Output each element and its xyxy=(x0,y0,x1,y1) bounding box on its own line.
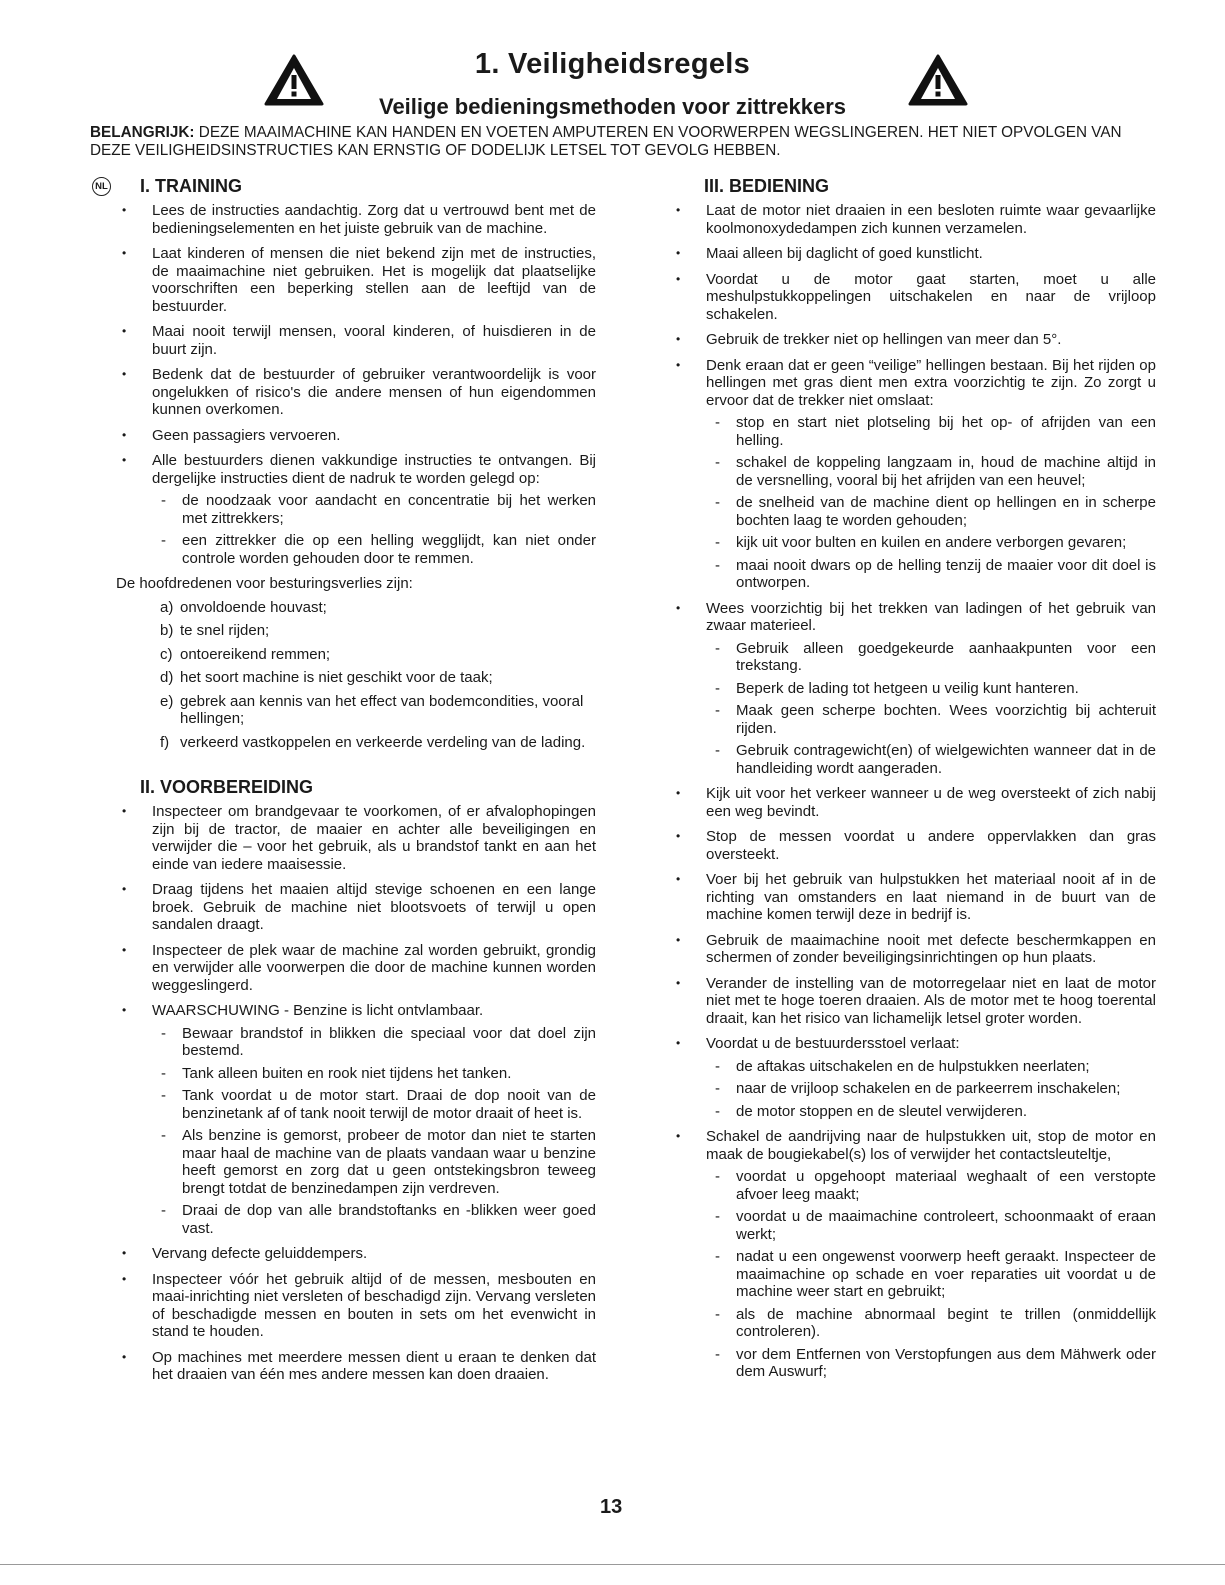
list-item xyxy=(118,693,596,728)
list-item: • Bedenk dat de bestuurder of gebruiker verantwoordelijk is voor ongelukken of risico's die andere mensen of hun eigendommen kunnen overkomen. xyxy=(118,366,596,419)
page-title: 1. Veiligheidsregels xyxy=(474,48,751,80)
item-marker: c) xyxy=(160,645,173,663)
sub-list-item: - kijk uit voor bulten en kuilen en andere verborgen gevaren; xyxy=(706,534,1156,552)
sub-list xyxy=(706,1058,1156,1121)
list-item xyxy=(118,622,596,640)
sub-list-item: - naar de vrijloop schakelen en de parkeerrem inschakelen; xyxy=(706,1080,1156,1098)
language-badge: NL xyxy=(92,177,111,196)
list-item xyxy=(118,599,596,617)
sub-list xyxy=(152,492,596,567)
list-item-text: Voordat u de bestuurdersstoel verlaat: xyxy=(706,1035,960,1052)
item-text: ontoereikend remmen; xyxy=(180,645,331,663)
sub-list-item: - de aftakas uitschakelen en de hulpstukken neerlaten; xyxy=(706,1058,1156,1076)
list-item-text: WAARSCHUWING - Benzine is licht ontvlambaar. xyxy=(152,1002,484,1019)
list-item xyxy=(672,1035,1156,1120)
item-text: het soort machine is niet geschikt voor de taak; xyxy=(180,669,493,686)
list-item: • Inspecteer de plek waar de machine zal worden gebruikt, grondig en verwijder alle voorwerpen die door de machine kunnen worden weggeslingerd. xyxy=(118,942,596,995)
item-text: onvoldoende houvast; xyxy=(180,598,327,616)
list-item-text: Wees voorzichtig bij het trekken van ladingen of het gebruik van zwaar materieel. xyxy=(706,599,1156,634)
list-item-text: Schakel de aandrijving naar de hulpstukken uit, stop de motor en maak de bougiekabel(s) los of verwijder het contactsleuteltje, xyxy=(706,1128,1156,1163)
list-item: • Inspecteer om brandgevaar te voorkomen, of er afvalophopingen zijn bij de tractor, de maaier en achter alle beveiligingen en verwijder die – voor het gebruik, als u brandstof tankt en aan het einde van iedere maaisessie. xyxy=(118,803,596,873)
item-marker: b) xyxy=(160,622,174,639)
list-item: • Voordat u de motor gaat starten, moet u alle meshulpstukkoppelingen uitschakelen en naar de vrijloop schakelen. xyxy=(672,271,1156,324)
list-item: • Inspecteer vóór het gebruik altijd of de messen, mesbouten en maai-inrichting niet versleten of beschadigd zijn. Vervang versleten of beschadigde messen en bouten in sets om het evenwicht in stand te houden. xyxy=(118,1271,596,1341)
sub-list-item: - voordat u opgehoopt materiaal weghaalt of een verstopte afvoer leeg maakt; xyxy=(706,1168,1156,1203)
spacer xyxy=(118,757,596,777)
sub-list xyxy=(706,1168,1156,1381)
sub-list-item: - Draai de dop van alle brandstoftanks en -blikken weer goed vast. xyxy=(152,1202,596,1237)
sub-list-item: - de snelheid van de machine dient op hellingen en in scherpe bochten laag te worden gehouden; xyxy=(706,494,1156,529)
list-item xyxy=(672,600,1156,778)
list-item: • Gebruik de maaimachine nooit met defecte beschermkappen en schermen of zonder beveiligingsinrichtingen op hun plaats. xyxy=(672,932,1156,967)
list-item: • Maai alleen bij daglicht of goed kunstlicht. xyxy=(672,245,1156,263)
section-heading-voorbereiding: II. VOORBEREIDING xyxy=(140,777,314,797)
list-item-text: Denk eraan dat er geen “veilige” hellingen bestaan. Bij het rijden op hellingen met gras dient men extra voorzichtig te zijn. Zo zorgt u ervoor dat de trekker niet omslaat: xyxy=(706,356,1156,409)
sub-list-item: - Tank alleen buiten en rook niet tijdens het tanken. xyxy=(152,1065,596,1083)
list-item xyxy=(118,1002,596,1237)
sub-list-item: - de motor stoppen en de sleutel verwijderen. xyxy=(706,1103,1156,1121)
reasons-intro: De hoofdredenen voor besturingsverlies zijn: xyxy=(116,575,413,592)
bediening-list xyxy=(672,202,1156,1381)
list-item: • Kijk uit voor het verkeer wanneer u de weg oversteekt of zich nabij een weg bevindt. xyxy=(672,785,1156,820)
list-item: • Laat kinderen of mensen die niet bekend zijn met de instructies, de maaimachine niet gebruiken. Het is mogelijk dat plaatselijke voorschriften een beperking stellen aan de leeftijd van de bestuurder. xyxy=(118,245,596,315)
sub-list-item: - voordat u de maaimachine controleert, schoonmaakt of eraan werkt; xyxy=(706,1208,1156,1243)
sub-list-item: - schakel de koppeling langzaam in, houd de machine altijd in de versnelling, vooral bij het afrijden van een heuvel; xyxy=(706,454,1156,489)
item-text: gebrek aan kennis van het effect van bodemcondities, vooral hellingen; xyxy=(180,692,584,727)
list-item: • Voer bij het gebruik van hulpstukken het materiaal nooit af in de richting van omstanders en laat niemand in de buurt van de machine komen terwijl deze in bedrijf is. xyxy=(672,871,1156,924)
footer-divider xyxy=(0,1564,1225,1565)
item-text: verkeerd vastkoppelen en verkeerde verdeling van de lading. xyxy=(180,733,586,751)
sub-list-item: - stop en start niet plotseling bij het op- of afrijden van een helling. xyxy=(706,414,1156,449)
list-item: • Gebruik de trekker niet op hellingen van meer dan 5°. xyxy=(672,331,1156,349)
sub-list xyxy=(152,1025,596,1238)
section-heading-training: I. TRAINING xyxy=(140,176,242,196)
sub-list-item: - Gebruik contragewicht(en) of wielgewichten wanneer dat in de handleiding wordt aangeraden. xyxy=(706,742,1156,777)
list-item: • Maai nooit terwijl mensen, vooral kinderen, of huisdieren in de buurt zijn. xyxy=(118,323,596,358)
list-item xyxy=(118,646,596,664)
page-header xyxy=(0,0,1225,118)
list-item: • Laat de motor niet draaien in een besloten ruimte waar gevaarlijke koolmonoxydedampen zich kunnen verzamelen. xyxy=(672,202,1156,237)
important-notice xyxy=(90,124,1160,160)
sub-list-item: - Bewaar brandstof in blikken die speciaal voor dat doel zijn bestemd. xyxy=(152,1025,596,1060)
item-marker: d) xyxy=(160,669,174,686)
list-item xyxy=(672,357,1156,592)
sub-list-item: - de noodzaak voor aandacht en concentratie bij het werken met zittrekkers; xyxy=(152,492,596,527)
item-text: te snel rijden; xyxy=(180,622,270,639)
sub-list-item: - maai nooit dwars op de helling tenzij de maaier voor dit doel is ontworpen. xyxy=(706,557,1156,592)
list-item: • Verander de instelling van de motorregelaar niet en laat de motor niet met te hoge toeren draaien. Als de motor met te hoog toerental draait, kan het risico van lichamelijk letsel groter worden. xyxy=(672,975,1156,1028)
item-marker: f) xyxy=(160,733,170,751)
section-heading-bediening: III. BEDIENING xyxy=(704,176,830,196)
sub-list xyxy=(706,640,1156,778)
reasons-list xyxy=(118,599,596,752)
training-list xyxy=(118,202,596,567)
important-text: DEZE MAAIMACHINE KAN HANDEN EN VOETEN AMPUTEREN EN VOORWERPEN WEGSLINGEREN. HET NIET OPVOLGEN VAN DEZE VEILIGHEIDSINSTRUCTIES KAN ERNSTIG OF DODELIJK LETSEL TOT GEVOLG HEBBEN. xyxy=(90,124,1122,159)
important-label: BELANGRIJK: xyxy=(90,124,195,141)
page-subtitle: Veilige bedieningsmethoden voor zittrekkers xyxy=(378,94,847,119)
left-column xyxy=(118,176,596,1392)
list-item xyxy=(672,1128,1156,1381)
list-item: • Lees de instructies aandachtig. Zorg dat u vertrouwd bent met de bedieningselementen en het juiste gebruik van de machine. xyxy=(118,202,596,237)
list-item xyxy=(118,669,596,687)
sub-list-item: - als de machine abnormaal begint te trillen (onmiddellijk controleren). xyxy=(706,1306,1156,1341)
item-marker: a) xyxy=(160,598,174,616)
list-item-text: Alle bestuurders dienen vakkundige instructies te ontvangen. Bij dergelijke instructies dient de nadruk te worden gelegd op: xyxy=(152,452,596,487)
sub-list-item: - een zittrekker die op een helling wegglijdt, kan niet onder controle worden gehouden door te remmen. xyxy=(152,532,596,567)
list-item: • Op machines met meerdere messen dient u eraan te denken dat het draaien van één mes andere messen kan doen draaien. xyxy=(118,1349,596,1384)
right-column xyxy=(672,176,1156,1389)
item-marker: e) xyxy=(160,692,174,710)
list-item xyxy=(118,734,596,752)
sub-list-item: - Als benzine is gemorst, probeer de motor dan niet te starten maar haal de machine van de plaats vandaan waar u benzine heeft gemorst en zorg dat u geen ontstekingsbron teweeg brengt totdat de benzinedampen zijn verdreven. xyxy=(152,1127,596,1197)
sub-list-item: - Beperk de lading tot hetgeen u veilig kunt hanteren. xyxy=(706,680,1156,698)
sub-list-item: - Maak geen scherpe bochten. Wees voorzichtig bij achteruit rijden. xyxy=(706,702,1156,737)
sub-list xyxy=(706,414,1156,592)
voorbereiding-list xyxy=(118,803,596,1384)
page-number: 13 xyxy=(600,1496,623,1518)
list-item: • Stop de messen voordat u andere oppervlakken dan gras oversteekt. xyxy=(672,828,1156,863)
sub-list-item: - nadat u een ongewenst voorwerp heeft geraakt. Inspecteer de maaimachine op schade en voer reparaties uit voordat u de machine weer start en gebruikt; xyxy=(706,1248,1156,1301)
list-item: • Vervang defecte geluiddempers. xyxy=(118,1245,596,1263)
sub-list-item: - Tank voordat u de motor start. Draai de dop nooit van de benzinetank af of tank nooit terwijl de motor draait of heet is. xyxy=(152,1087,596,1122)
sub-list-item: - Gebruik alleen goedgekeurde aanhaakpunten voor een trekstang. xyxy=(706,640,1156,675)
warning-triangle-icon xyxy=(908,54,968,106)
sub-list-item: - vor dem Entfernen von Verstopfungen aus dem Mähwerk oder dem Auswurf; xyxy=(706,1346,1156,1381)
list-item: • Draag tijdens het maaien altijd stevige schoenen en een lange broek. Gebruik de machine niet blootsvoets of terwijl u open sandalen draagt. xyxy=(118,881,596,934)
list-item: • Geen passagiers vervoeren. xyxy=(118,427,596,445)
list-item xyxy=(118,452,596,567)
